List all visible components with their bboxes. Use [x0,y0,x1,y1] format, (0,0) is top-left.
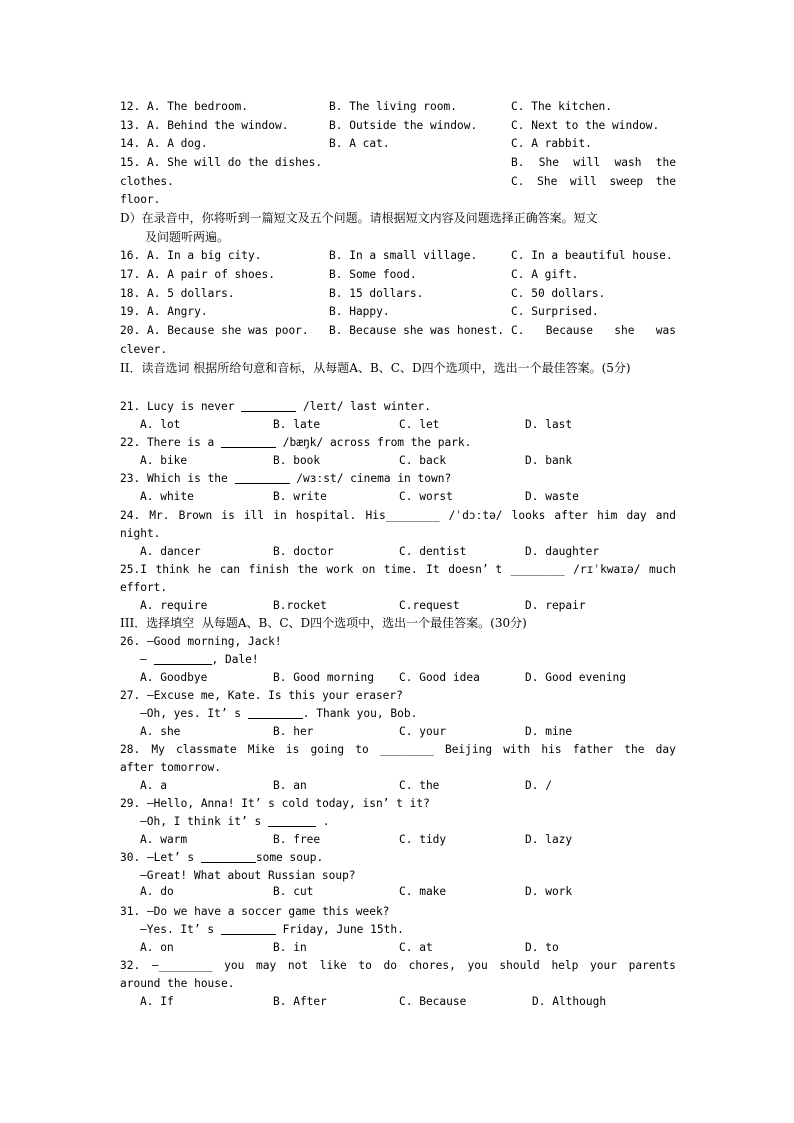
option-c: C. A rabbit. [511,137,592,150]
question-15-line-2: clothes. C. She will sweep the [120,173,676,245]
option-b: B. Some food. [329,268,417,281]
option-c: C. back [399,454,447,467]
option-d: D. mine [525,725,573,738]
option-d: D. lazy [525,833,573,846]
answer-blank [154,652,212,665]
question-29-line-2: —Oh, I think it’ s . [140,815,330,828]
option-b: B. write [273,490,327,503]
option-b: B. free [273,833,321,846]
option-a: A. In a big city. [147,249,262,262]
option-a: 15. A. She will do the dishes. [120,156,323,169]
option-a: A. Because she was poor. [147,324,309,337]
option-a: A. If [140,995,174,1008]
option-d: D. Although [532,995,607,1008]
option-b: B. After [273,995,327,1008]
question-32-options [140,993,676,1101]
option-c: C. make [399,885,447,898]
option-c: C. worst [399,490,453,503]
option-b: B. cut [273,885,314,898]
question-25-line-2: effort. [120,581,168,594]
answer-blank [201,850,256,863]
question-28: 28. My classmate Mike is going to ________ Beijing with his father the day [120,743,676,756]
option-a: A. do [140,885,174,898]
option-d: D. repair [525,599,586,612]
question-text: 23. Which is the /wɜːst/ cinema in town? [120,472,452,485]
option-d: D. last [525,418,573,431]
option-a: A. she [140,725,181,738]
question-24-line-2: night. [120,527,161,540]
option-d: D. waste [525,490,579,503]
question-26: 26. —Good morning, Jack! [120,635,282,648]
question-20: 20. A. Because she was poor. B. Because she was honest. C. Because she was [120,322,676,430]
section-d-instruction-line-2: 及问题听两遍。 [145,230,230,244]
option-c: C. at [399,941,433,954]
option-a: A. Behind the window. [147,119,289,132]
option-b: B. book [273,454,321,467]
question-30: 30. —Let’ s some soup. [120,851,324,864]
question-text: 21. Lucy is never /leɪt/ last winter. [120,400,431,413]
option-a: A. The bedroom. [147,100,249,113]
question-16: 16. A. In a big city. B. In a small village. C. In a beautiful house. [120,247,676,355]
option-c: C. She will sweep the [511,175,676,188]
question-26-line-2: — , Dale! [140,653,259,666]
option-b: B. Because she was honest. [329,324,505,337]
option-c: C. dentist [399,545,467,558]
option-b: B. A cat. [329,137,390,150]
option-b: B. In a small village. [329,249,478,262]
question-32-line-2: around the house. [120,977,235,990]
answer-blank [268,814,316,827]
option-b: B. Good morning [273,671,375,684]
question-number: 14. [120,137,141,150]
option-a: A. Angry. [147,305,208,318]
option-a: A. Goodbye [140,671,208,684]
option-c: C. Because [399,995,467,1008]
answer-blank [241,399,296,412]
question-32: 32. —________ you may not like to do chores, you should help your parents [120,959,676,972]
option-b: B. Outside the window. [329,119,478,132]
option-a: A. A pair of shoes. [147,268,275,281]
option-a: A. 5 dollars. [147,287,235,300]
option-a: A. dancer [140,545,201,558]
option-d: D. daughter [525,545,600,558]
option-b: B. Happy. [329,305,390,318]
question-18: 18. A. 5 dollars. B. 15 dollars. C. 50 dollars. [120,285,676,393]
option-a: A. bike [140,454,188,467]
option-c: C. A gift. [511,268,579,281]
option-d: D. bank [525,454,573,467]
option-d: D. to [525,941,559,954]
question-31: 31. —Do we have a soccer game this week? [120,905,390,918]
question-28-line-2: after tomorrow. [120,761,222,774]
answer-blank [235,471,290,484]
option-c: C.request [399,599,460,612]
option-b: B. an [273,779,307,792]
option-a: A. require [140,599,208,612]
question-27-line-2: —Oh, yes. It’ s . Thank you, Bob. [140,707,418,720]
question-30-line-2: —Great! What about Russian soup? [140,869,356,882]
option-c: C. tidy [399,833,447,846]
question-15-line-3: floor. [120,193,161,206]
section-d-instruction: D）在录音中，你将听到一篇短文及五个问题。请根据短文内容及问题选择正确答案。短文 [120,211,598,225]
option-b: B. late [273,418,321,431]
question-19: 19. A. Angry. B. Happy. C. Surprised. [120,303,676,411]
option-a: A. warm [140,833,188,846]
question-number: 13. [120,119,141,132]
option-c: C. the [399,779,440,792]
question-24: 24. Mr. Brown is ill in hospital. His________ /ˈdɔːtə/ looks after him day and [120,509,676,522]
option-c: C. your [399,725,447,738]
section-ii-title: II．读音选词 根据所给句意和音标，从每题A、B、C、D四个选项中，选出一个最佳答案。(5分) [120,361,631,375]
option-d: D. Good evening [525,671,627,684]
option-c: C. Because she was [511,324,676,337]
option-b: B. her [273,725,314,738]
option-a: A. a [140,779,167,792]
question-25: 25.I think he can finish the work on time. It doesn’ t ________ /rɪˈkwaɪə/ much [120,563,676,576]
answer-blank [248,706,303,719]
question-31-line-2: —Yes. It’ s Friday, June 15th. [140,923,404,936]
option-c: C. 50 dollars. [511,287,606,300]
question-number: 12. [120,100,141,113]
answer-blank [221,435,276,448]
option-c: C. Good idea [399,671,480,684]
question-17: 17. A. A pair of shoes. B. Some food. C. A gift. [120,266,676,374]
option-d: D. / [525,779,552,792]
option-c: C. let [399,418,440,431]
option-a: A. white [140,490,194,503]
option-d: D. work [525,885,573,898]
option-a: A. A dog. [147,137,208,150]
option-b: B.rocket [273,599,327,612]
question-29: 29. —Hello, Anna! It’ s cold today, isn’ t it? [120,797,430,810]
option-a: A. lot [140,418,181,431]
option-b: B. in [273,941,307,954]
option-b: B. doctor [273,545,334,558]
option-b: B. The living room. [329,100,457,113]
question-text: 22. There is a /bæŋk/ across from the park. [120,436,472,449]
option-c: C. Surprised. [511,305,599,318]
section-iii-title: III．选择填空 从每题A、B、C、D四个选项中，选出一个最佳答案。(30分) [120,616,527,630]
option-c: C. In a beautiful house. [511,249,673,262]
answer-blank [221,922,276,935]
option-c: C. Next to the window. [511,119,660,132]
option-a: A. on [140,941,174,954]
question-27: 27. —Excuse me, Kate. Is this your eraser? [120,689,403,702]
option-b: B. She will wash the [511,156,676,169]
option-b: B. 15 dollars. [329,287,424,300]
option-c: C. The kitchen. [511,100,613,113]
question-20-line-2: clever. [120,343,168,356]
